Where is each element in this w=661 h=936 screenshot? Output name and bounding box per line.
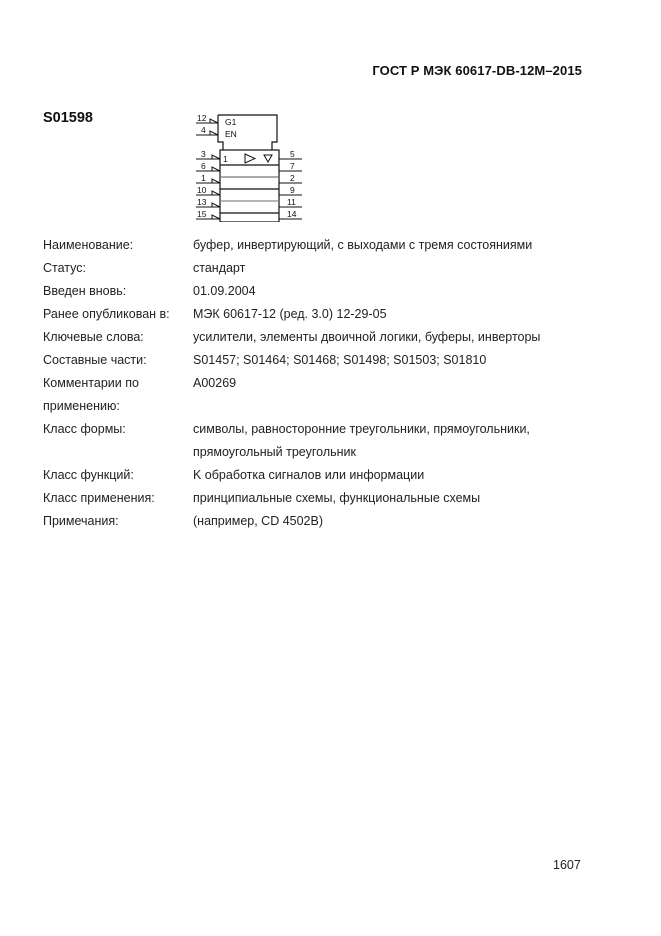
prop-row-components	[43, 349, 573, 372]
prop-value: прямоугольный треугольник	[193, 445, 356, 459]
control-label-g1: G1	[225, 117, 237, 127]
pin-12: 12	[197, 113, 207, 123]
prop-row-shape-class	[43, 418, 573, 441]
prop-row-application-class	[43, 487, 573, 510]
prop-row-introduced	[43, 280, 573, 303]
prop-value: 01.09.2004	[193, 284, 256, 298]
prop-row-name	[43, 234, 573, 257]
pin-9: 9	[290, 185, 295, 195]
pin-10: 10	[197, 185, 207, 195]
prop-row-keywords	[43, 326, 573, 349]
prop-label: Класс применения:	[43, 491, 155, 505]
prop-value: A00269	[193, 376, 237, 390]
properties-table	[43, 234, 573, 533]
prop-value: символы, равносторонние треугольники, прямоугольники,	[193, 422, 530, 436]
prop-value: (например, CD 4502B)	[193, 514, 323, 528]
pin-6: 6	[201, 161, 206, 171]
prop-row-function-class	[43, 464, 573, 487]
main-first-row-label: 1	[223, 154, 228, 164]
pin-14: 14	[287, 209, 297, 219]
pin-5: 5	[290, 149, 295, 159]
prop-value: стандарт	[193, 261, 246, 275]
prop-row-application-notes	[43, 372, 573, 395]
prop-row-shape-class-cont	[43, 441, 573, 464]
logic-symbol-figure	[192, 112, 312, 222]
pin-2: 2	[290, 173, 295, 183]
prop-label: Введен вновь:	[43, 284, 127, 298]
prop-label: Наименование:	[43, 238, 134, 252]
page-number: 1607	[553, 858, 581, 872]
prop-row-notes	[43, 510, 573, 533]
prop-row-status	[43, 257, 573, 280]
prop-label: Примечания:	[43, 514, 119, 528]
amplifier-triangle-icon	[245, 154, 255, 163]
prop-label: Ранее опубликован в:	[43, 307, 170, 321]
pin-3: 3	[201, 149, 206, 159]
prop-label: Статус:	[43, 261, 86, 275]
pin-7: 7	[290, 161, 295, 171]
pin-11: 11	[287, 197, 296, 207]
prop-label: Комментарии по	[43, 376, 139, 390]
prop-value: усилители, элементы двоичной логики, буферы, инверторы	[193, 330, 541, 344]
prop-label	[43, 441, 193, 464]
prop-value: S01457; S01464; S01468; S01498; S01503; S01810	[193, 353, 487, 367]
three-state-triangle-icon	[264, 155, 272, 162]
control-label-en: EN	[225, 129, 237, 139]
pin-1: 1	[201, 173, 206, 183]
prop-value: K обработка сигналов или информации	[193, 468, 425, 482]
prop-value: принципиальные схемы, функциональные схемы	[193, 491, 481, 505]
prop-label: Класс формы:	[43, 422, 126, 436]
symbol-id: S01598	[43, 110, 93, 126]
pin-4: 4	[201, 125, 206, 135]
prop-label: Ключевые слова:	[43, 330, 144, 344]
prop-value: буфер, инвертирующий, с выходами с тремя состояниями	[193, 238, 533, 252]
prop-row-application-notes-cont	[43, 395, 573, 418]
prop-row-previously-published	[43, 303, 573, 326]
prop-label: Составные части:	[43, 353, 147, 367]
prop-value: МЭК 60617-12 (ред. 3.0) 12-29-05	[193, 307, 387, 321]
prop-label: применению:	[43, 399, 120, 413]
pin-13: 13	[197, 197, 207, 207]
standard-designation: ГОСТ Р МЭК 60617-DB-12M–2015	[372, 63, 582, 78]
pin-15: 15	[197, 209, 207, 219]
prop-value	[193, 395, 573, 418]
prop-label: Класс функций:	[43, 468, 134, 482]
